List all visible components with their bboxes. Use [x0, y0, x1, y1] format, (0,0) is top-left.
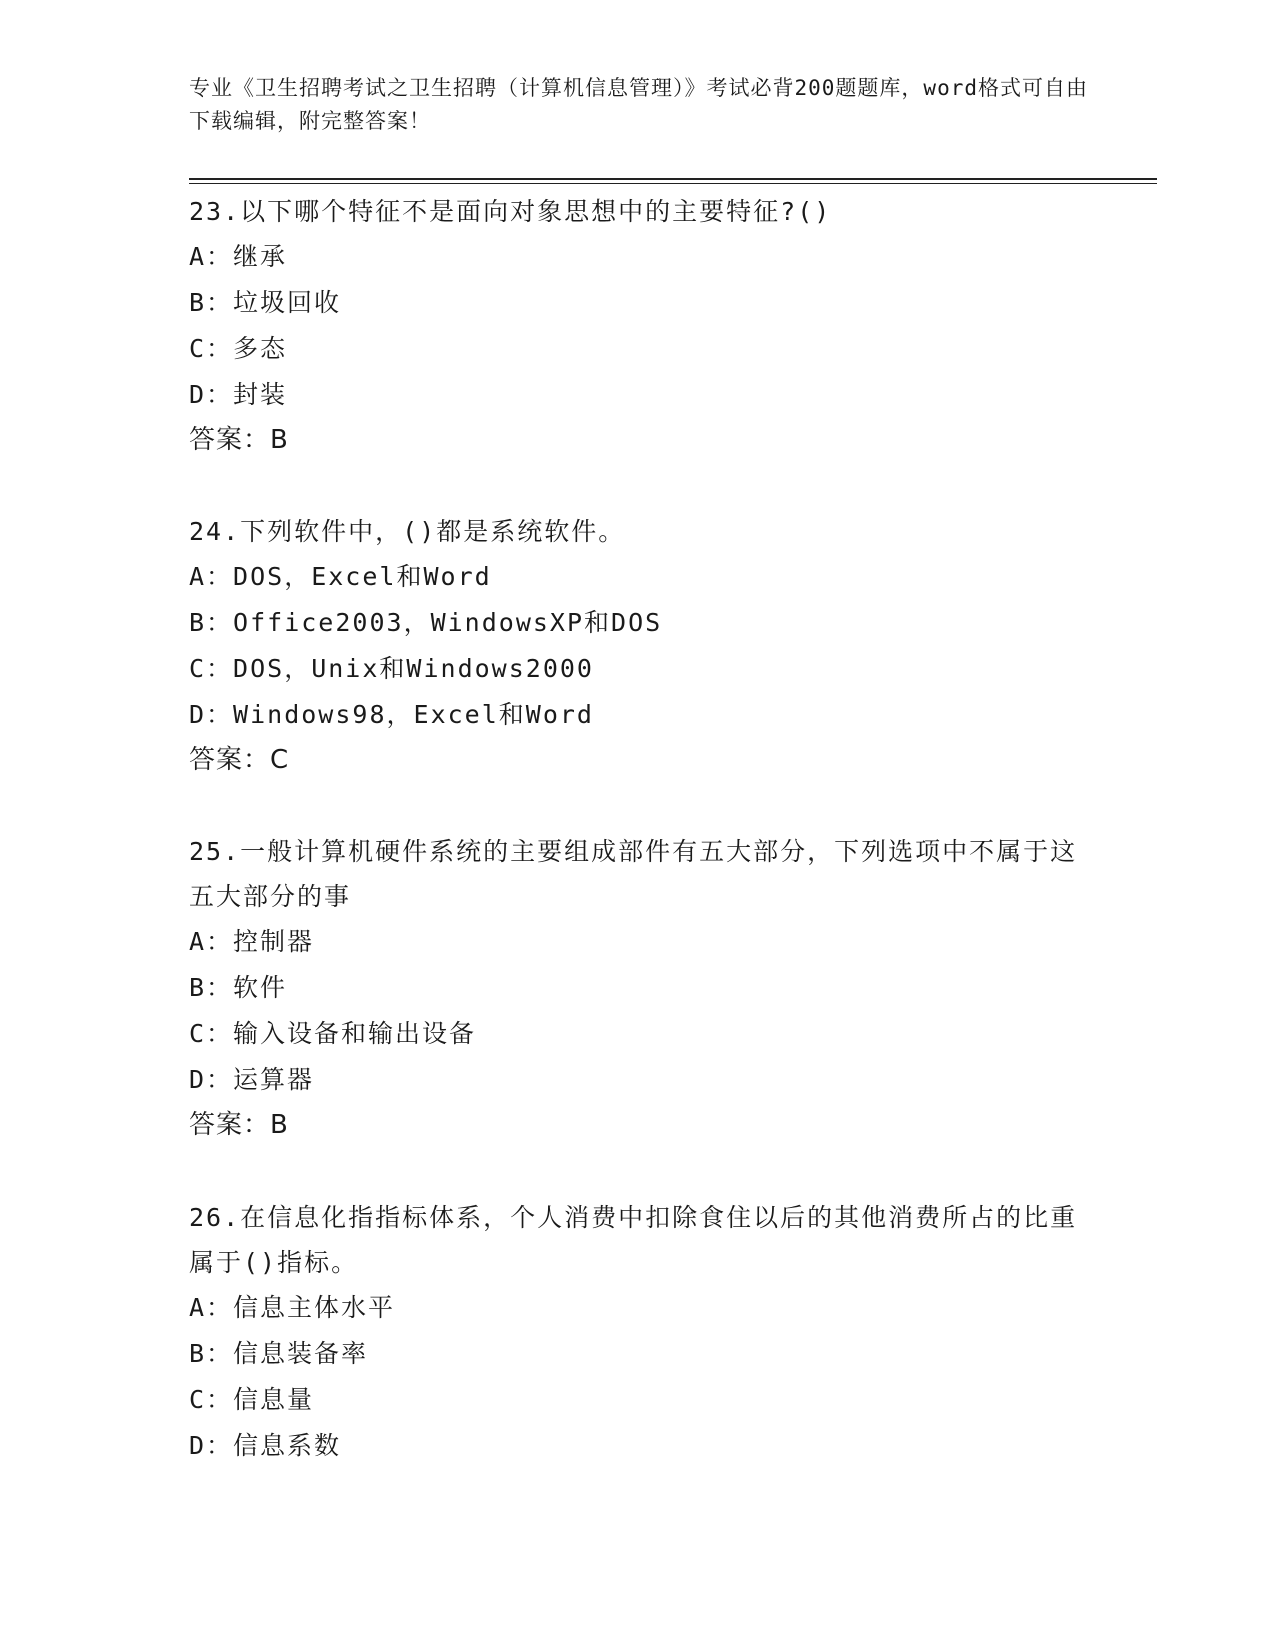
question-text: 23.以下哪个特征不是面向对象思想中的主要特征?()	[189, 197, 832, 226]
option-c: C：输入设备和输出设备	[189, 1019, 477, 1048]
option-b: B：Office2003，WindowsXP和DOS	[189, 608, 663, 637]
option-b: B：信息装备率	[189, 1339, 369, 1368]
option-a: A：信息主体水平	[189, 1293, 396, 1322]
option-d: D：运算器	[189, 1065, 315, 1094]
option-d: D：Windows98，Excel和Word	[189, 700, 594, 729]
option-c: C：DOS，Unix和Windows2000	[189, 654, 594, 683]
option-d: D：信息系数	[189, 1431, 342, 1460]
answer-text: 答案：B	[189, 1110, 289, 1140]
question-text: 25.一般计算机硬件系统的主要组成部件有五大部分，下列选项中不属于这五大部分的事	[189, 837, 1078, 911]
document-header: 专业《卫生招聘考试之卫生招聘（计算机信息管理）》考试必背200题题库，word格式可自由下载编辑，附完整答案！	[189, 76, 1088, 133]
option-b: B：软件	[189, 973, 288, 1002]
question-24	[189, 509, 1089, 782]
question-text: 26.在信息化指指标体系，个人消费中扣除食住以后的其他消费所占的比重属于()指标。	[189, 1203, 1078, 1277]
answer-text: 答案：C	[189, 745, 290, 775]
question-text: 24.下列软件中，()都是系统软件。	[189, 517, 626, 546]
option-d: D：封装	[189, 380, 288, 409]
header-divider-thick	[189, 178, 1157, 180]
option-b: B：垃圾回收	[189, 288, 342, 317]
header-divider-thin	[189, 183, 1157, 184]
option-a: A：DOS，Excel和Word	[189, 562, 492, 591]
option-a: A：控制器	[189, 927, 315, 956]
question-23	[189, 189, 1089, 462]
answer-text: 答案：B	[189, 425, 289, 455]
question-26	[189, 1195, 1089, 1469]
question-25	[189, 829, 1089, 1147]
option-c: C：多态	[189, 334, 288, 363]
option-c: C：信息量	[189, 1385, 315, 1414]
option-a: A：继承	[189, 242, 288, 271]
